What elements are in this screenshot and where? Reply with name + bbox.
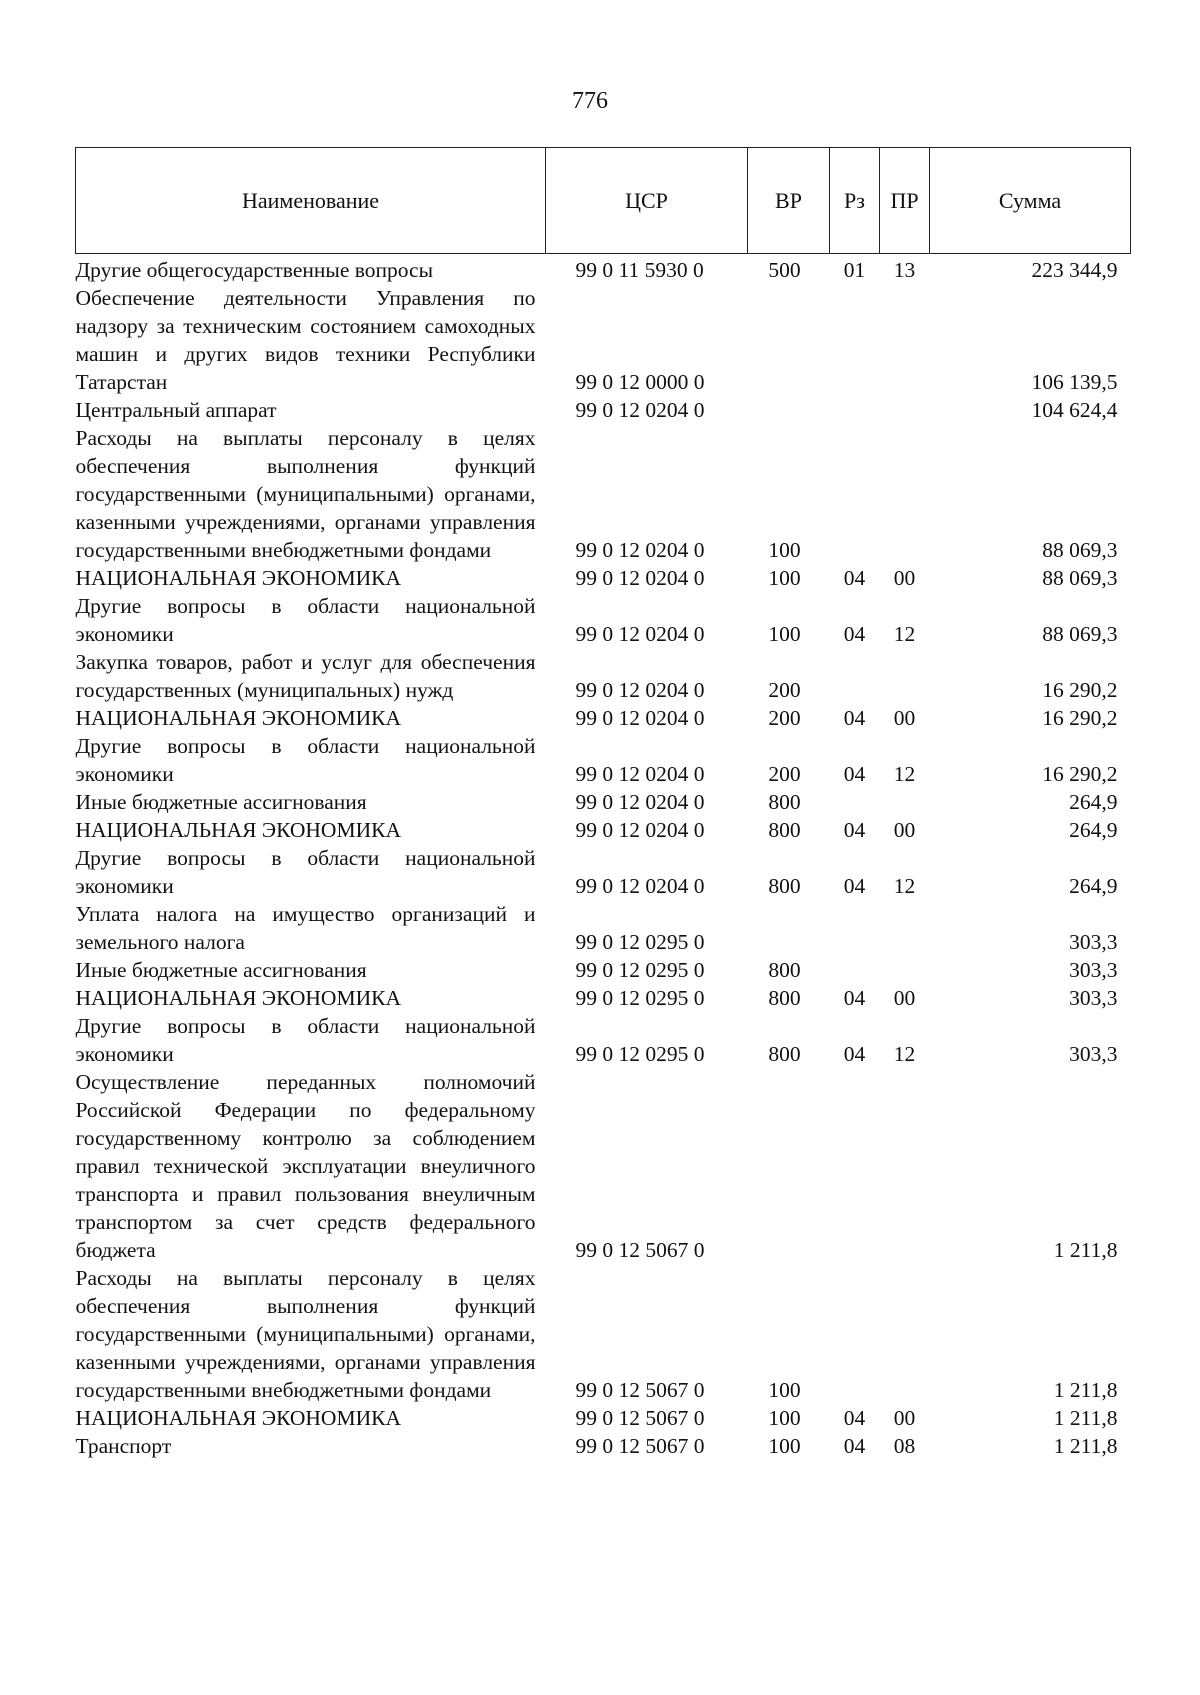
- cell-rz: [830, 900, 880, 956]
- cell-rz: [830, 788, 880, 816]
- cell-csr: 99 0 12 0204 0: [575, 762, 705, 786]
- cell-name: Другие вопросы в области национальной экономики: [75, 846, 536, 898]
- table-row: [76, 396, 1131, 424]
- cell-rz: [830, 956, 880, 984]
- cell-vr: 200: [768, 678, 801, 702]
- cell-pr: 00: [893, 818, 916, 842]
- cell-csr: 99 0 12 0295 0: [575, 958, 705, 982]
- cell-vr: 800: [768, 1042, 801, 1066]
- cell-csr: 99 0 12 0204 0: [575, 790, 705, 814]
- cell-sum: 223 344,9: [1031, 258, 1118, 282]
- table-row: [76, 1404, 1131, 1432]
- cell-sum: 88 069,3: [1042, 622, 1118, 646]
- cell-vr: 100: [768, 538, 801, 562]
- table-row: [76, 900, 1131, 956]
- table-row: [76, 956, 1131, 984]
- cell-name: НАЦИОНАЛЬНАЯ ЭКОНОМИКА: [75, 818, 401, 842]
- cell-sum: 303,3: [1069, 986, 1118, 1010]
- cell-csr: 99 0 12 0000 0: [575, 370, 705, 394]
- cell-pr: 12: [893, 762, 916, 786]
- cell-sum: 303,3: [1069, 930, 1118, 954]
- cell-vr: [748, 1068, 830, 1264]
- cell-csr: 99 0 12 0204 0: [575, 874, 705, 898]
- cell-csr: 99 0 12 0295 0: [575, 1042, 705, 1066]
- cell-rz: 04: [843, 762, 866, 786]
- cell-sum: 16 290,2: [1042, 762, 1118, 786]
- cell-rz: [830, 284, 880, 396]
- cell-sum: 104 624,4: [1031, 398, 1118, 422]
- cell-name: НАЦИОНАЛЬНАЯ ЭКОНОМИКА: [75, 986, 401, 1010]
- cell-name: Иные бюджетные ассигнования: [75, 958, 367, 982]
- cell-rz: 04: [843, 622, 866, 646]
- cell-csr: 99 0 12 0295 0: [575, 986, 705, 1010]
- cell-rz: 04: [843, 874, 866, 898]
- cell-rz: 04: [843, 566, 866, 590]
- table-row: [76, 816, 1131, 844]
- table-row: [76, 1432, 1131, 1460]
- cell-rz: 01: [843, 258, 866, 282]
- cell-pr: [880, 788, 930, 816]
- cell-sum: 1 211,8: [1053, 1238, 1118, 1262]
- cell-rz: [830, 1068, 880, 1264]
- cell-pr: 08: [893, 1434, 916, 1458]
- cell-name: Транспорт: [75, 1434, 172, 1458]
- cell-vr: 100: [768, 1406, 801, 1430]
- cell-pr: 12: [893, 1042, 916, 1066]
- cell-sum: 16 290,2: [1042, 706, 1118, 730]
- cell-vr: 100: [768, 1378, 801, 1402]
- cell-vr: 800: [768, 986, 801, 1010]
- cell-csr: 99 0 12 0204 0: [575, 818, 705, 842]
- cell-pr: [880, 1264, 930, 1404]
- table-header: [76, 148, 1131, 254]
- cell-rz: 04: [843, 1042, 866, 1066]
- cell-csr: 99 0 12 0204 0: [575, 622, 705, 646]
- cell-sum: 1 211,8: [1053, 1406, 1118, 1430]
- cell-sum: 264,9: [1069, 790, 1118, 814]
- cell-name: Другие общегосударственные вопросы: [75, 258, 434, 282]
- cell-rz: 04: [843, 1434, 866, 1458]
- table-body: [76, 254, 1131, 1461]
- cell-pr: [880, 648, 930, 704]
- cell-pr: 00: [893, 706, 916, 730]
- table-row: [76, 648, 1131, 704]
- cell-csr: 99 0 12 5067 0: [575, 1378, 705, 1402]
- cell-sum: 1 211,8: [1053, 1434, 1118, 1458]
- cell-name: Другие вопросы в области национальной экономики: [75, 1014, 536, 1066]
- cell-sum: 264,9: [1069, 874, 1118, 898]
- cell-vr: 800: [768, 874, 801, 898]
- cell-sum: 16 290,2: [1042, 678, 1118, 702]
- cell-rz: [830, 1264, 880, 1404]
- cell-csr: 99 0 11 5930 0: [575, 258, 704, 282]
- page-number: 776: [572, 88, 608, 114]
- budget-table: [75, 147, 1131, 1460]
- cell-sum: 88 069,3: [1042, 538, 1118, 562]
- cell-vr: 500: [768, 258, 801, 282]
- cell-pr: 00: [893, 566, 916, 590]
- table-row: [76, 1012, 1131, 1068]
- cell-vr: 800: [768, 818, 801, 842]
- cell-rz: [830, 424, 880, 564]
- cell-sum: 106 139,5: [1031, 370, 1118, 394]
- cell-name: Расходы на выплаты персоналу в целях обеспечения выполнения функций государственными (муниципальными) органами, казенными учреждениями, органами управления государственными внебюджетными фондами: [75, 426, 536, 562]
- cell-csr: 99 0 12 0204 0: [575, 566, 705, 590]
- cell-rz: 04: [843, 706, 866, 730]
- cell-vr: 100: [768, 566, 801, 590]
- cell-vr: 100: [768, 1434, 801, 1458]
- cell-vr: [748, 284, 830, 396]
- cell-csr: 99 0 12 5067 0: [575, 1406, 705, 1430]
- cell-pr: [880, 284, 930, 396]
- cell-name: НАЦИОНАЛЬНАЯ ЭКОНОМИКА: [75, 1406, 401, 1430]
- table-row: [76, 984, 1131, 1012]
- cell-vr: [748, 396, 830, 424]
- cell-pr: 12: [893, 874, 916, 898]
- header-rz: Рз: [830, 148, 880, 254]
- cell-sum: 303,3: [1069, 1042, 1118, 1066]
- cell-csr: 99 0 12 5067 0: [575, 1434, 705, 1458]
- table-row: [76, 732, 1131, 788]
- cell-pr: [880, 956, 930, 984]
- cell-pr: 13: [893, 258, 916, 282]
- cell-pr: [880, 900, 930, 956]
- cell-csr: 99 0 12 0204 0: [575, 678, 705, 702]
- header-pr: ПР: [880, 148, 930, 254]
- cell-rz: 04: [843, 818, 866, 842]
- cell-vr: 100: [768, 622, 801, 646]
- table-row: [76, 844, 1131, 900]
- cell-csr: 99 0 12 0204 0: [575, 538, 705, 562]
- cell-name: Центральный аппарат: [75, 398, 277, 422]
- cell-rz: [830, 648, 880, 704]
- header-name: Наименование: [76, 148, 546, 254]
- cell-csr: 99 0 12 5067 0: [575, 1238, 705, 1262]
- cell-sum: 264,9: [1069, 818, 1118, 842]
- cell-csr: 99 0 12 0204 0: [575, 398, 705, 422]
- table-row: [76, 284, 1131, 396]
- cell-pr: [880, 1068, 930, 1264]
- cell-name: Обеспечение деятельности Управления по надзору за техническим состоянием самоходных машин и других видов техники Республики Татарстан: [75, 286, 536, 394]
- cell-rz: [830, 396, 880, 424]
- table-row: [76, 704, 1131, 732]
- table-row: [76, 1264, 1131, 1404]
- cell-sum: 88 069,3: [1042, 566, 1118, 590]
- cell-vr: [748, 900, 830, 956]
- cell-vr: 200: [768, 706, 801, 730]
- table-row: [76, 254, 1131, 285]
- cell-csr: 99 0 12 0204 0: [575, 706, 705, 730]
- cell-vr: 800: [768, 958, 801, 982]
- cell-rz: 04: [843, 986, 866, 1010]
- cell-vr: 200: [768, 762, 801, 786]
- cell-name: Закупка товаров, работ и услуг для обеспечения государственных (муниципальных) нужд: [75, 650, 536, 702]
- cell-rz: 04: [843, 1406, 866, 1430]
- table-row: [76, 1068, 1131, 1264]
- cell-pr: [880, 424, 930, 564]
- cell-sum: 303,3: [1069, 958, 1118, 982]
- header-csr: ЦСР: [546, 148, 748, 254]
- cell-name: НАЦИОНАЛЬНАЯ ЭКОНОМИКА: [75, 706, 401, 730]
- cell-csr: 99 0 12 0295 0: [575, 930, 705, 954]
- cell-pr: 12: [893, 622, 916, 646]
- table-row: [76, 424, 1131, 564]
- cell-name: Расходы на выплаты персоналу в целях обеспечения выполнения функций государственными (муниципальными) органами, казенными учреждениями, органами управления государственными внебюджетными фондами: [75, 1266, 536, 1402]
- header-sum: Сумма: [930, 148, 1131, 254]
- table-row: [76, 564, 1131, 592]
- cell-sum: 1 211,8: [1053, 1378, 1118, 1402]
- cell-name: Другие вопросы в области национальной экономики: [75, 594, 536, 646]
- cell-pr: 00: [893, 986, 916, 1010]
- cell-name: Осуществление переданных полномочий Российской Федерации по федеральному государственному контролю за соблюдением правил технической эксплуатации внеуличного транспорта и правил пользования внеуличным транспортом за счет средств федерального бюджета: [75, 1070, 536, 1262]
- table-row: [76, 788, 1131, 816]
- cell-pr: [880, 396, 930, 424]
- table-row: [76, 592, 1131, 648]
- header-vr: ВР: [748, 148, 830, 254]
- cell-pr: 00: [893, 1406, 916, 1430]
- cell-vr: 800: [768, 790, 801, 814]
- cell-name: Иные бюджетные ассигнования: [75, 790, 367, 814]
- cell-name: НАЦИОНАЛЬНАЯ ЭКОНОМИКА: [75, 566, 401, 590]
- cell-name: Уплата налога на имущество организаций и земельного налога: [75, 902, 536, 954]
- cell-name: Другие вопросы в области национальной экономики: [75, 734, 536, 786]
